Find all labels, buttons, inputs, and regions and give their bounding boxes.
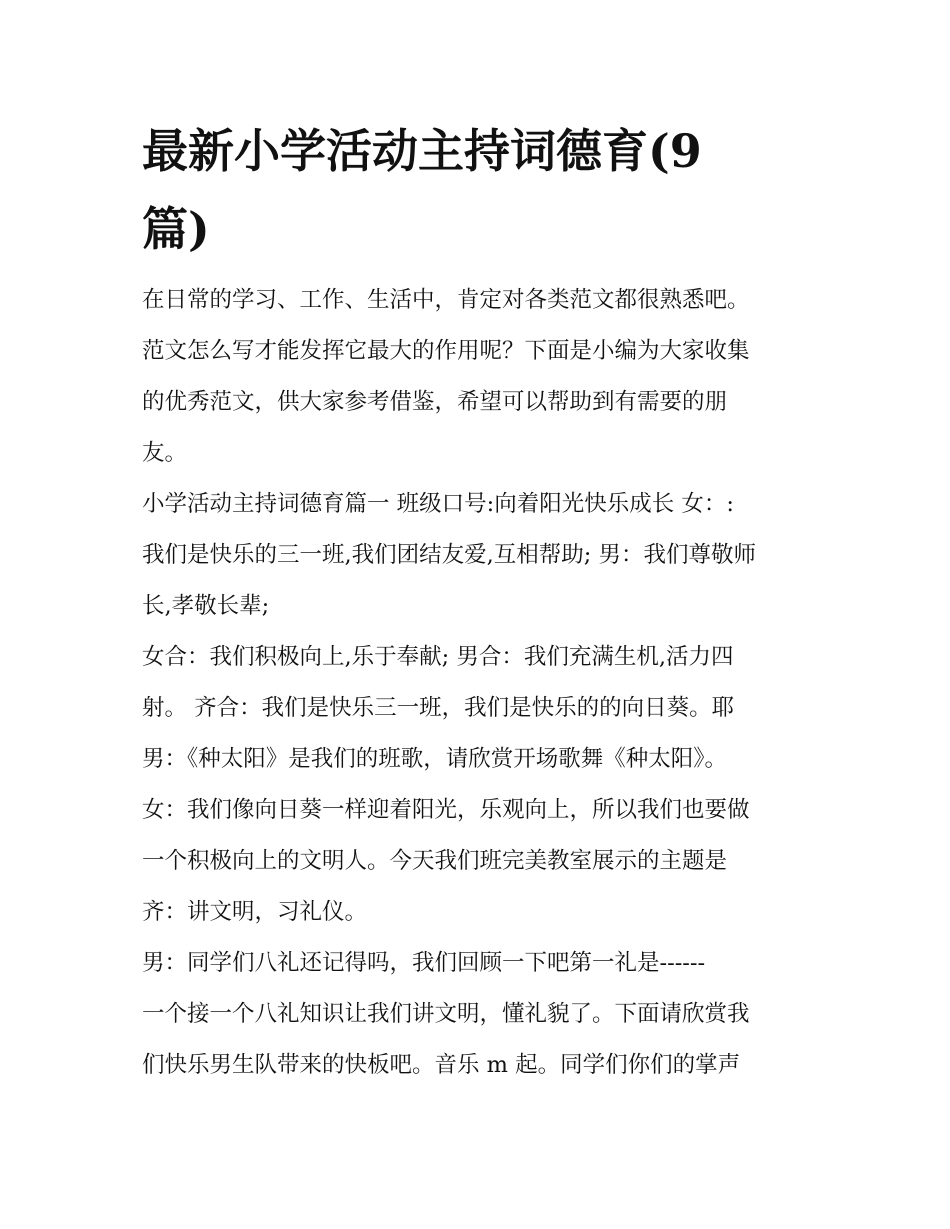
document-body [142, 275, 832, 1091]
body-line: 友。 [142, 440, 188, 466]
body-line: 我们是快乐的三一班,我们团结友爱,互相帮助; 男：我们尊敬师 [142, 542, 757, 568]
document-title [142, 112, 822, 268]
body-line: 男：同学们八礼还记得吗，我们回顾一下吧第一礼是------ [142, 950, 706, 976]
body-line: 男：《种太阳》是我们的班歌，请欣赏开场歌舞《种太阳》。 [142, 746, 728, 772]
body-line: 们快乐男生队带来的快板吧。音乐 m 起。同学们你们的掌声 [142, 1052, 741, 1078]
body-line: 一个接一个八礼知识让我们讲文明，懂礼貌了。下面请欣赏我 [142, 1001, 750, 1027]
title-line-1: 最新小学活动主持词德育(9 [142, 124, 702, 178]
body-line: 在日常的学习、工作、生活中，肯定对各类范文都很熟悉吧。 [142, 287, 750, 313]
body-line: 范文怎么写才能发挥它最大的作用呢？下面是小编为大家收集 [142, 338, 750, 364]
body-line: 一个积极向上的文明人。今天我们班完美教室展示的主题是 [142, 848, 728, 874]
body-line: 女：我们像向日葵一样迎着阳光，乐观向上，所以我们也要做 [142, 797, 750, 823]
body-line: 的优秀范文，供大家参考借鉴，希望可以帮助到有需要的朋 [142, 389, 728, 415]
body-line: 射。 齐合：我们是快乐三一班，我们是快乐的的向日葵。耶 [142, 695, 735, 721]
body-line: 长,孝敬长辈; [142, 593, 270, 619]
body-line: 齐：讲文明，习礼仪。 [142, 899, 368, 925]
body-line: 女合：我们积极向上,乐于奉献; 男合：我们充满生机,活力四 [142, 644, 734, 670]
title-line-2: 篇) [142, 202, 210, 256]
body-line: 小学活动主持词德育篇一 班级口号:向着阳光快乐成长 女：: [142, 491, 734, 517]
